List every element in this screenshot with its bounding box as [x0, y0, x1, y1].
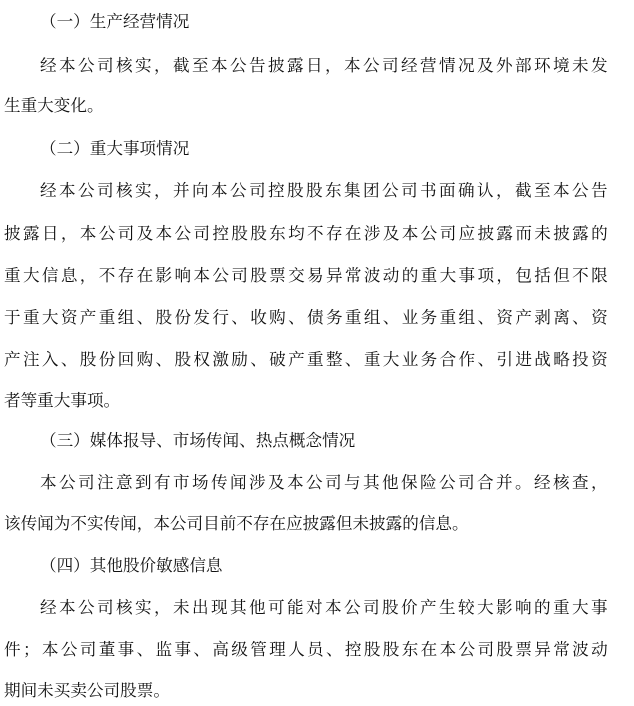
section-2-line-6: 者等重大事项。	[4, 391, 121, 410]
section-4-line-2: 件 ； 本 公 司 董 事 、 监 事 、 高 级 管 理 人 员 、 控 股 股 东 在 本 公 司 股 票 异 常 波 动	[4, 640, 608, 659]
section-3-line-2: 该传闻为不实传闻，本公司目前不存在应披露但未披露的信息。	[4, 514, 469, 533]
section-2-line-2: 披 露 日 ， 本 公 司 及 本 公 司 控 股 股 东 均 不 存 在 涉 及 本 公 司 应 披 露 而 未 披 露 的	[4, 224, 608, 243]
section-4-heading: （四）其他股价敏感信息	[40, 556, 223, 575]
section-2-line-4: 于 重 大 资 产 重 组 、 股 份 发 行 、 收 购 、 债 务 重 组 、 业 务 重 组 、 资 产 剥 离 、 资	[4, 308, 608, 327]
section-3-heading: （三）媒体报导、市场传闻、热点概念情况	[40, 431, 356, 450]
section-2-heading: （二）重大事项情况	[40, 139, 190, 158]
section-3-line-1: 本 公 司 注 意 到 有 市 场 传 闻 涉 及 本 公 司 与 其 他 保 险 公 司 合 并 。 经 核 查 ，	[40, 473, 608, 492]
section-1-line-1: 经 本 公 司 核 实 ， 截 至 本 公 告 披 露 日 ， 本 公 司 经 营 情 况 及 外 部 环 境 未 发	[40, 56, 608, 75]
section-4-line-1: 经 本 公 司 核 实 ， 未 出 现 其 他 可 能 对 本 公 司 股 价 产 生 较 大 影 响 的 重 大 事	[40, 598, 608, 617]
section-1-line-2: 生重大变化。	[4, 96, 104, 115]
section-2-line-5: 产 注 入 、 股 份 回 购 、 股 权 激 励 、 破 产 重 整 、 重 大 业 务 合 作 、 引 进 战 略 投 资	[4, 350, 608, 369]
section-2-line-3: 重 大 信 息 ， 不 存 在 影 响 本 公 司 股 票 交 易 异 常 波 动 的 重 大 事 项 ， 包 括 但 不 限	[4, 266, 608, 285]
section-2-line-1: 经 本 公 司 核 实 ， 并 向 本 公 司 控 股 股 东 集 团 公 司 书 面 确 认 ， 截 至 本 公 告	[40, 181, 608, 200]
section-4-line-3: 期间未买卖公司股票。	[4, 681, 170, 700]
section-1-heading: （一）生产经营情况	[40, 12, 190, 31]
